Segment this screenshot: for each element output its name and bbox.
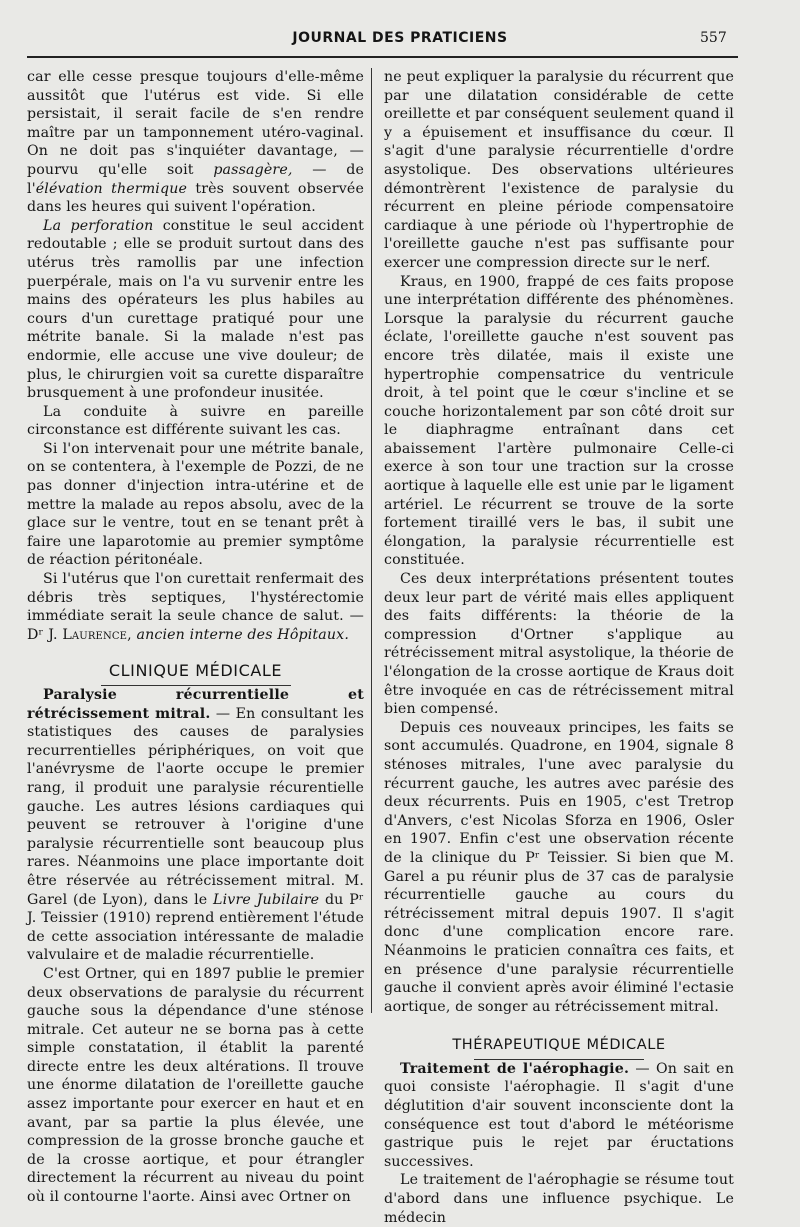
article-paragraph: Paralysie récurrentielle et rétrécissement mitral. — En consultant les statistiques des causes de paralysies recurrentielles périphériques, on voit que l'anévrysme de l'aorte occupe le premier rang, il produit une paralysie récurentielle gauche. Les autres lésions cardiaques qui peuvent se retrouver à l'origine d'une paralysie récurrentielle sont beaucoup plus rares. Néanmoins une place importante doit être réservée au rétrécissement mitral. M. Garel (de Lyon), dans le Livre Jubilaire du Pʳ J. Teissier (1910) reprend entièrement l'étude de cette association intéressante de maladie valvulaire et de maladie récurrentielle. [27, 687, 364, 964]
paragraph: Kraus, en 1900, frappé de ces faits propose une interprétation différente des phénomènes. Lorsque la paralysie du récurrent gauche éclate, l'oreillette gauche n'est souvent pas encore très dilatée, mais il existe une hypertrophie compensatrice du ventricule droit, à tel point que le cœur s'incline et se couche horizontalement par son côté droit sur le diaphragme entraînant dans cet abaissement l'artère pulmonaire Celle-ci exerce à son tour une traction sur la crosse aortique à laquelle elle est unie par le ligament artériel. Le récurrent se trouve de la sorte fortement tiraillé vers le bas, il subit une élongation, la paralysie récurrentielle est constituée. [384, 273, 734, 569]
running-header [0, 30, 800, 52]
journal-title: JOURNAL DES PRATICIENS [292, 30, 508, 46]
article-title: Paralysie récurrentielle et rétrécissement mitral. [27, 687, 364, 722]
left-column [27, 68, 364, 1207]
article-title: Traitement de l'aérophagie. [400, 1060, 630, 1077]
paragraph: ne peut expliquer la paralysie du récurrent que par une dilatation considérable de cette oreillette et par conséquent seulement quand il y a épuisement et insuffisance du cœur. Il s'agit d'une paralysie récurrentielle d'ordre asystolique. Des observations ultérieures démontrèrent l'existence de paralysie du récurrent en pleine période compensatoire cardiaque à une période où l'hypertrophie de l'oreillette gauche n'est pas suffisante pour exercer une compression directe sur le nerf. [384, 69, 734, 271]
paragraph: La conduite à suivre en pareille circonstance est différente suivant les cas. [27, 403, 364, 439]
paragraph: Ces deux interprétations présentent toutes deux leur part de vérité mais elles appliquent des faits différents: la théorie de la compression d'Ortner s'applique au rétrécissement mitral asystolique, la théorie de l'élongation de la crosse aortique de Kraus doit être invoquée en cas de rétrécissement mitral bien compensé. [384, 571, 734, 718]
article-paragraph: Traitement de l'aérophagie. — On sait en quoi consiste l'aérophagie. Il s'agit d'une déglutition d'air souvent inconsciente dont la conséquence est tout d'abord le météorisme gastrique puis le rejet par éructations successives. [384, 1060, 734, 1170]
header-rule [27, 56, 738, 58]
page-number: 557 [700, 30, 727, 46]
paragraph: La perforation constitue le seul accident redoutable ; elle se produit surtout dans des utérus très ramollis par une infection puerpérale, mais on l'a vu survenir entre les mains des opérateurs les plus habiles au cours d'un curettage pratiqué pour une métrite banale. Si la malade n'est pas endormie, elle accuse une vive douleur; de plus, le chirurgien voit sa curette disparaître brusquement à une profondeur inusitée. [27, 217, 364, 402]
right-column [384, 68, 734, 1227]
paragraph: Depuis ces nouveaux principes, les faits se sont accumulés. Quadrone, en 1904, signale 8 sténoses mitrales, l'une avec paralysie du récurrent gauche, les autres avec parésie des deux récurrents. Puis en 1905, c'est Tretrop d'Anvers, c'est Nicolas Sforza en 1906, Osler en 1907. Enfin c'est une observation récente de la clinique du Pʳ Teissier. Si bien que M. Garel a pu réunir plus de 37 cas de paralysie récurrentielle gauche au cours du rétrécissement mitral depuis 1907. Il s'agit donc d'une complication encore rare. Néanmoins le praticien connaîtra ces faits, et en présence d'une paralysie récurrentielle gauche il convient après avoir éliminé l'ectasie aortique, de songer au rétrécissement mitral. [384, 719, 734, 1015]
paragraph: Si l'on intervenait pour une métrite banale, on se contentera, à l'exemple de Pozzi, de ne pas donner d'injection intra-utérine et de mettre la malade au repos absolu, avec de la glace sur le ventre, tout en se tenant prêt à faire une laparotomie au premier symptôme de réaction péritonéale. [27, 440, 364, 569]
section-heading-therapeutique: THÉRAPEUTIQUE MÉDICALE [452, 1037, 666, 1054]
paragraph: car elle cesse presque toujours d'elle-même aussitôt que l'utérus est vide. Si elle persistait, il serait facile de s'en rendre maître par un tamponnement utéro-vaginal. On ne doit pas s'inquiéter davantage, — pourvu qu'elle soit passagère, — de l'élévation thermique très souvent observée dans les heures qui suivent l'opération. [27, 69, 365, 216]
section-heading-clinique: CLINIQUE MÉDICALE [108, 661, 283, 681]
column-divider [371, 68, 372, 1013]
paragraph: C'est Ortner, qui en 1897 publie le premier deux observations de paralysie du récurrent gauche sous la dépendance d'une sténose mitrale. Cet auteur ne se borna pas à cette simple constatation, il établit la parenté directe entre les deux altérations. Il trouve une énorme dilatation de l'oreillette gauche assez importante pour exercer en haut et en avant, par sa partie la plus élevée, une compression de la grosse bronche gauche et de la crosse aortique, et pour étrangler directement la récurrent au niveau du point où il contourne l'aorte. Ainsi avec Ortner on [27, 965, 364, 1206]
paragraph: Le traitement de l'aérophagie se résume tout d'abord dans une influence psychique. Le médecin [384, 1172, 734, 1226]
paragraph: Si l'utérus que l'on curettait renfermait des débris très septiques, l'hystérectomie immédiate serait la seule chance de salut. — Dʳ J. Laurence, ancien interne des Hôpitaux. [27, 571, 364, 643]
